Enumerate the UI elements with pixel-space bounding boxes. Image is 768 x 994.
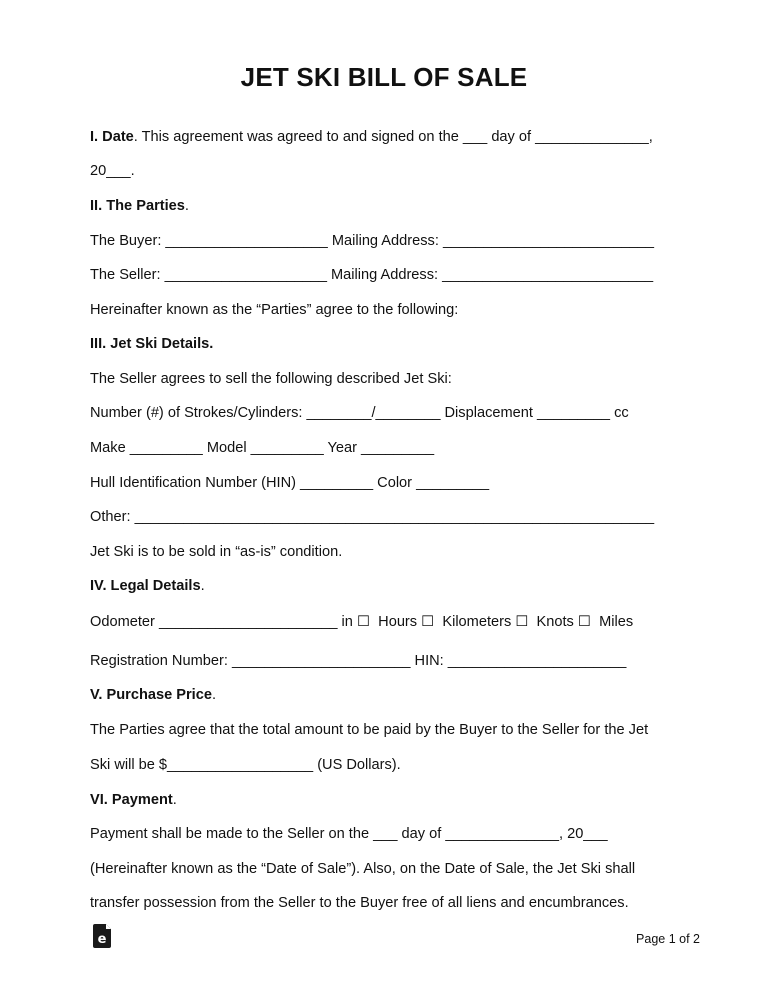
buyer-line: The Buyer: ____________________ Mailing Address: __________________________ xyxy=(90,233,654,249)
payment-line-3: transfer possession from the Seller to the Buyer free of all liens and encumbrances. xyxy=(90,895,629,911)
page-number: Page 1 of 2 xyxy=(636,932,700,946)
section-parties-suffix: . xyxy=(184,198,189,214)
section-legal-heading: IV. Legal Details xyxy=(90,578,201,594)
odometer-line: Odometer ______________________ in ☐ Hours ☐ Kilometers ☐ Knots ☐ Miles xyxy=(90,614,634,630)
price-line-2: Ski will be $__________________ (US Dollars). xyxy=(90,757,401,773)
hereinafter-line: Hereinafter known as the “Parties” agree to the following: xyxy=(90,302,459,318)
price-line-1: The Parties agree that the total amount to be paid by the Buyer to the Seller for the Jet xyxy=(90,722,649,738)
section-payment-heading-line xyxy=(90,791,690,809)
condition-line: Jet Ski is to be sold in “as-is” condition. xyxy=(90,544,343,560)
section-price-suffix: . xyxy=(211,687,217,703)
section-parties-heading: II. The Parties xyxy=(90,198,185,214)
date-line-1 xyxy=(90,128,690,146)
seller-line: The Seller: ____________________ Mailing Address: __________________________ xyxy=(90,267,654,283)
registration-line: Registration Number: ______________________ HIN: ______________________ xyxy=(90,653,627,669)
section-date-heading: I. Date xyxy=(90,129,134,145)
details-intro-line: The Seller agrees to sell the following described Jet Ski: xyxy=(90,371,452,387)
svg-text:e: e xyxy=(97,932,107,947)
section-details-heading: III. Jet Ski Details. xyxy=(90,336,214,352)
section-price-heading-line xyxy=(90,686,690,704)
section-parties-heading-line xyxy=(90,197,690,215)
date-line-2: 20___. xyxy=(90,163,135,179)
hin-color-line: Hull Identification Number (HIN) _________ Color _________ xyxy=(90,475,490,491)
section-legal-heading-line xyxy=(90,577,690,595)
eforms-logo-icon xyxy=(93,924,113,948)
section-legal-suffix: . xyxy=(200,578,205,594)
payment-line-2: (Hereinafter known as the “Date of Sale”). Also, on the Date of Sale, the Jet Ski shall xyxy=(90,861,636,877)
section-price-heading: V. Purchase Price xyxy=(90,687,212,703)
strokes-line: Number (#) of Strokes/Cylinders: ________/________ Displacement _________ cc xyxy=(90,405,629,421)
make-model-year-line: Make _________ Model _________ Year _________ xyxy=(90,440,435,456)
section-payment-heading: VI. Payment xyxy=(90,792,173,808)
document-title: JET SKI BILL OF SALE xyxy=(240,62,528,92)
section-payment-suffix: . xyxy=(172,792,177,808)
date-line-1-text: . This agreement was agreed to and signed on the ___ day of ______________, xyxy=(133,129,653,145)
other-line: Other: ________________________________________________________________ xyxy=(90,509,655,525)
payment-line-1: Payment shall be made to the Seller on the ___ day of ______________, 20___ xyxy=(90,826,608,842)
